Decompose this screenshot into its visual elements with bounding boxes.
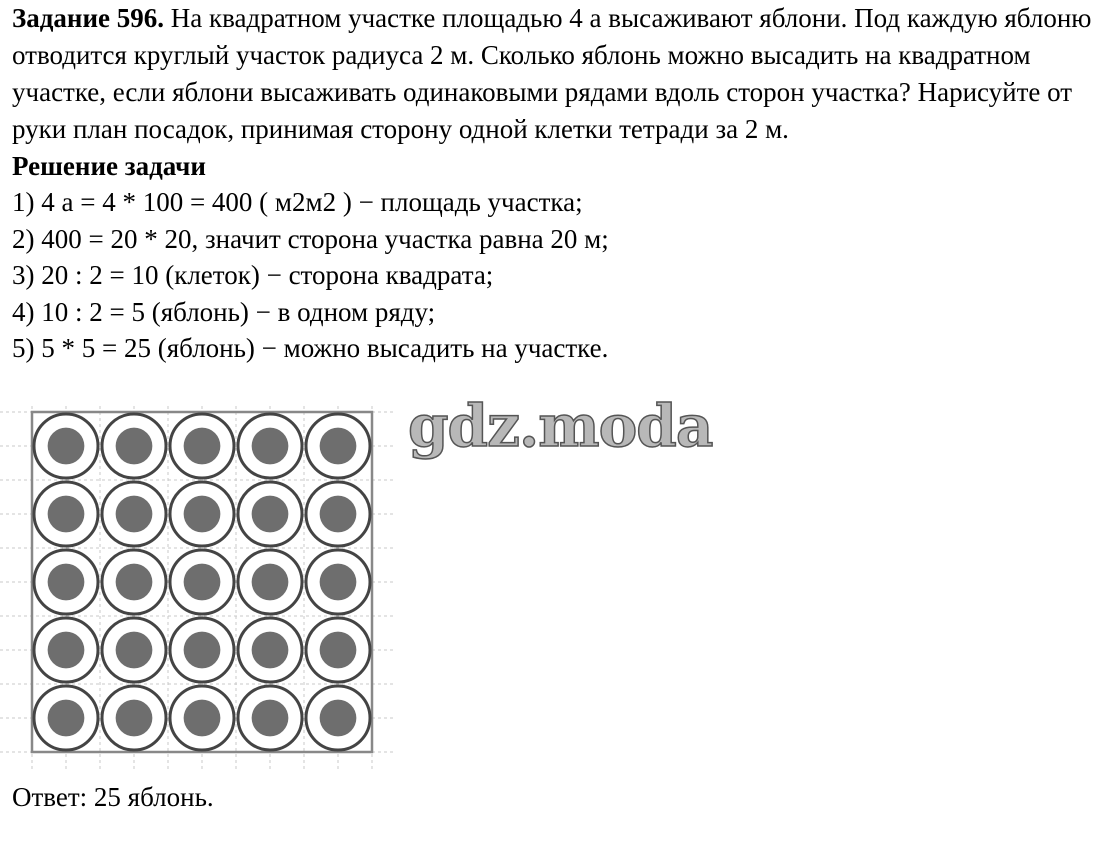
apple-tree-mark xyxy=(184,632,221,669)
apple-tree-mark xyxy=(48,428,85,465)
apple-tree-mark xyxy=(48,632,85,669)
solution-step: 2) 400 = 20 * 20, значит сторона участка равна 20 м; xyxy=(12,223,609,254)
watermark-logo: gdz.moda xyxy=(408,392,713,460)
solution-step: 3) 20 : 2 = 10 (клеток) − сторона квадрата; xyxy=(12,260,494,290)
apple-tree-mark xyxy=(320,564,357,601)
apple-tree-mark xyxy=(116,564,153,601)
task-text: На квадратном участке площадью 4 а высаживают яблони. Под каждую яблоню отводится круглый участок радиуса 2 м. Сколько яблонь можно высадить на квадратном участке, если яблони высаживать одинаковыми рядами вдоль сторон участка? Нарисуйте от руки план посадок, принимая сторону одной клетки тетради за 2 м. xyxy=(12,3,1092,144)
apple-tree-mark xyxy=(252,496,289,533)
solution-step: 5) 5 * 5 = 25 (яблонь) − можно высадить на участке. xyxy=(12,333,609,363)
apple-tree-mark xyxy=(184,564,221,601)
apple-tree-mark xyxy=(184,428,221,465)
apple-tree-mark xyxy=(320,632,357,669)
apple-tree-mark xyxy=(320,496,357,533)
apple-tree-mark xyxy=(320,700,357,737)
apple-tree-mark xyxy=(48,564,85,601)
apple-tree-mark xyxy=(320,428,357,465)
apple-tree-mark xyxy=(252,632,289,669)
apple-tree-mark xyxy=(184,496,221,533)
solution-step: 4) 10 : 2 = 5 (яблонь) − в одном ряду; xyxy=(12,296,436,327)
apple-tree-mark xyxy=(116,496,153,533)
apple-tree-mark xyxy=(48,700,85,737)
solution-heading: Решение задачи xyxy=(12,151,206,181)
apple-tree-mark xyxy=(184,700,221,737)
apple-tree-mark xyxy=(116,428,153,465)
apple-tree-mark xyxy=(252,564,289,601)
apple-tree-mark xyxy=(116,632,153,669)
planting-plan-diagram xyxy=(0,406,400,776)
task-label: Задание 596. xyxy=(12,3,165,33)
solution-steps xyxy=(12,184,1092,367)
document xyxy=(12,0,1092,367)
apple-tree-mark xyxy=(252,428,289,465)
apple-tree-mark xyxy=(116,700,153,737)
apple-tree-mark xyxy=(252,700,289,737)
task-statement xyxy=(12,0,1092,148)
solution-step: 1) 4 а = 4 * 100 = 400 ( м2м2 ) − площадь участка; xyxy=(12,187,583,217)
apple-tree-mark xyxy=(48,496,85,533)
answer: Ответ: 25 яблонь. xyxy=(12,782,214,812)
